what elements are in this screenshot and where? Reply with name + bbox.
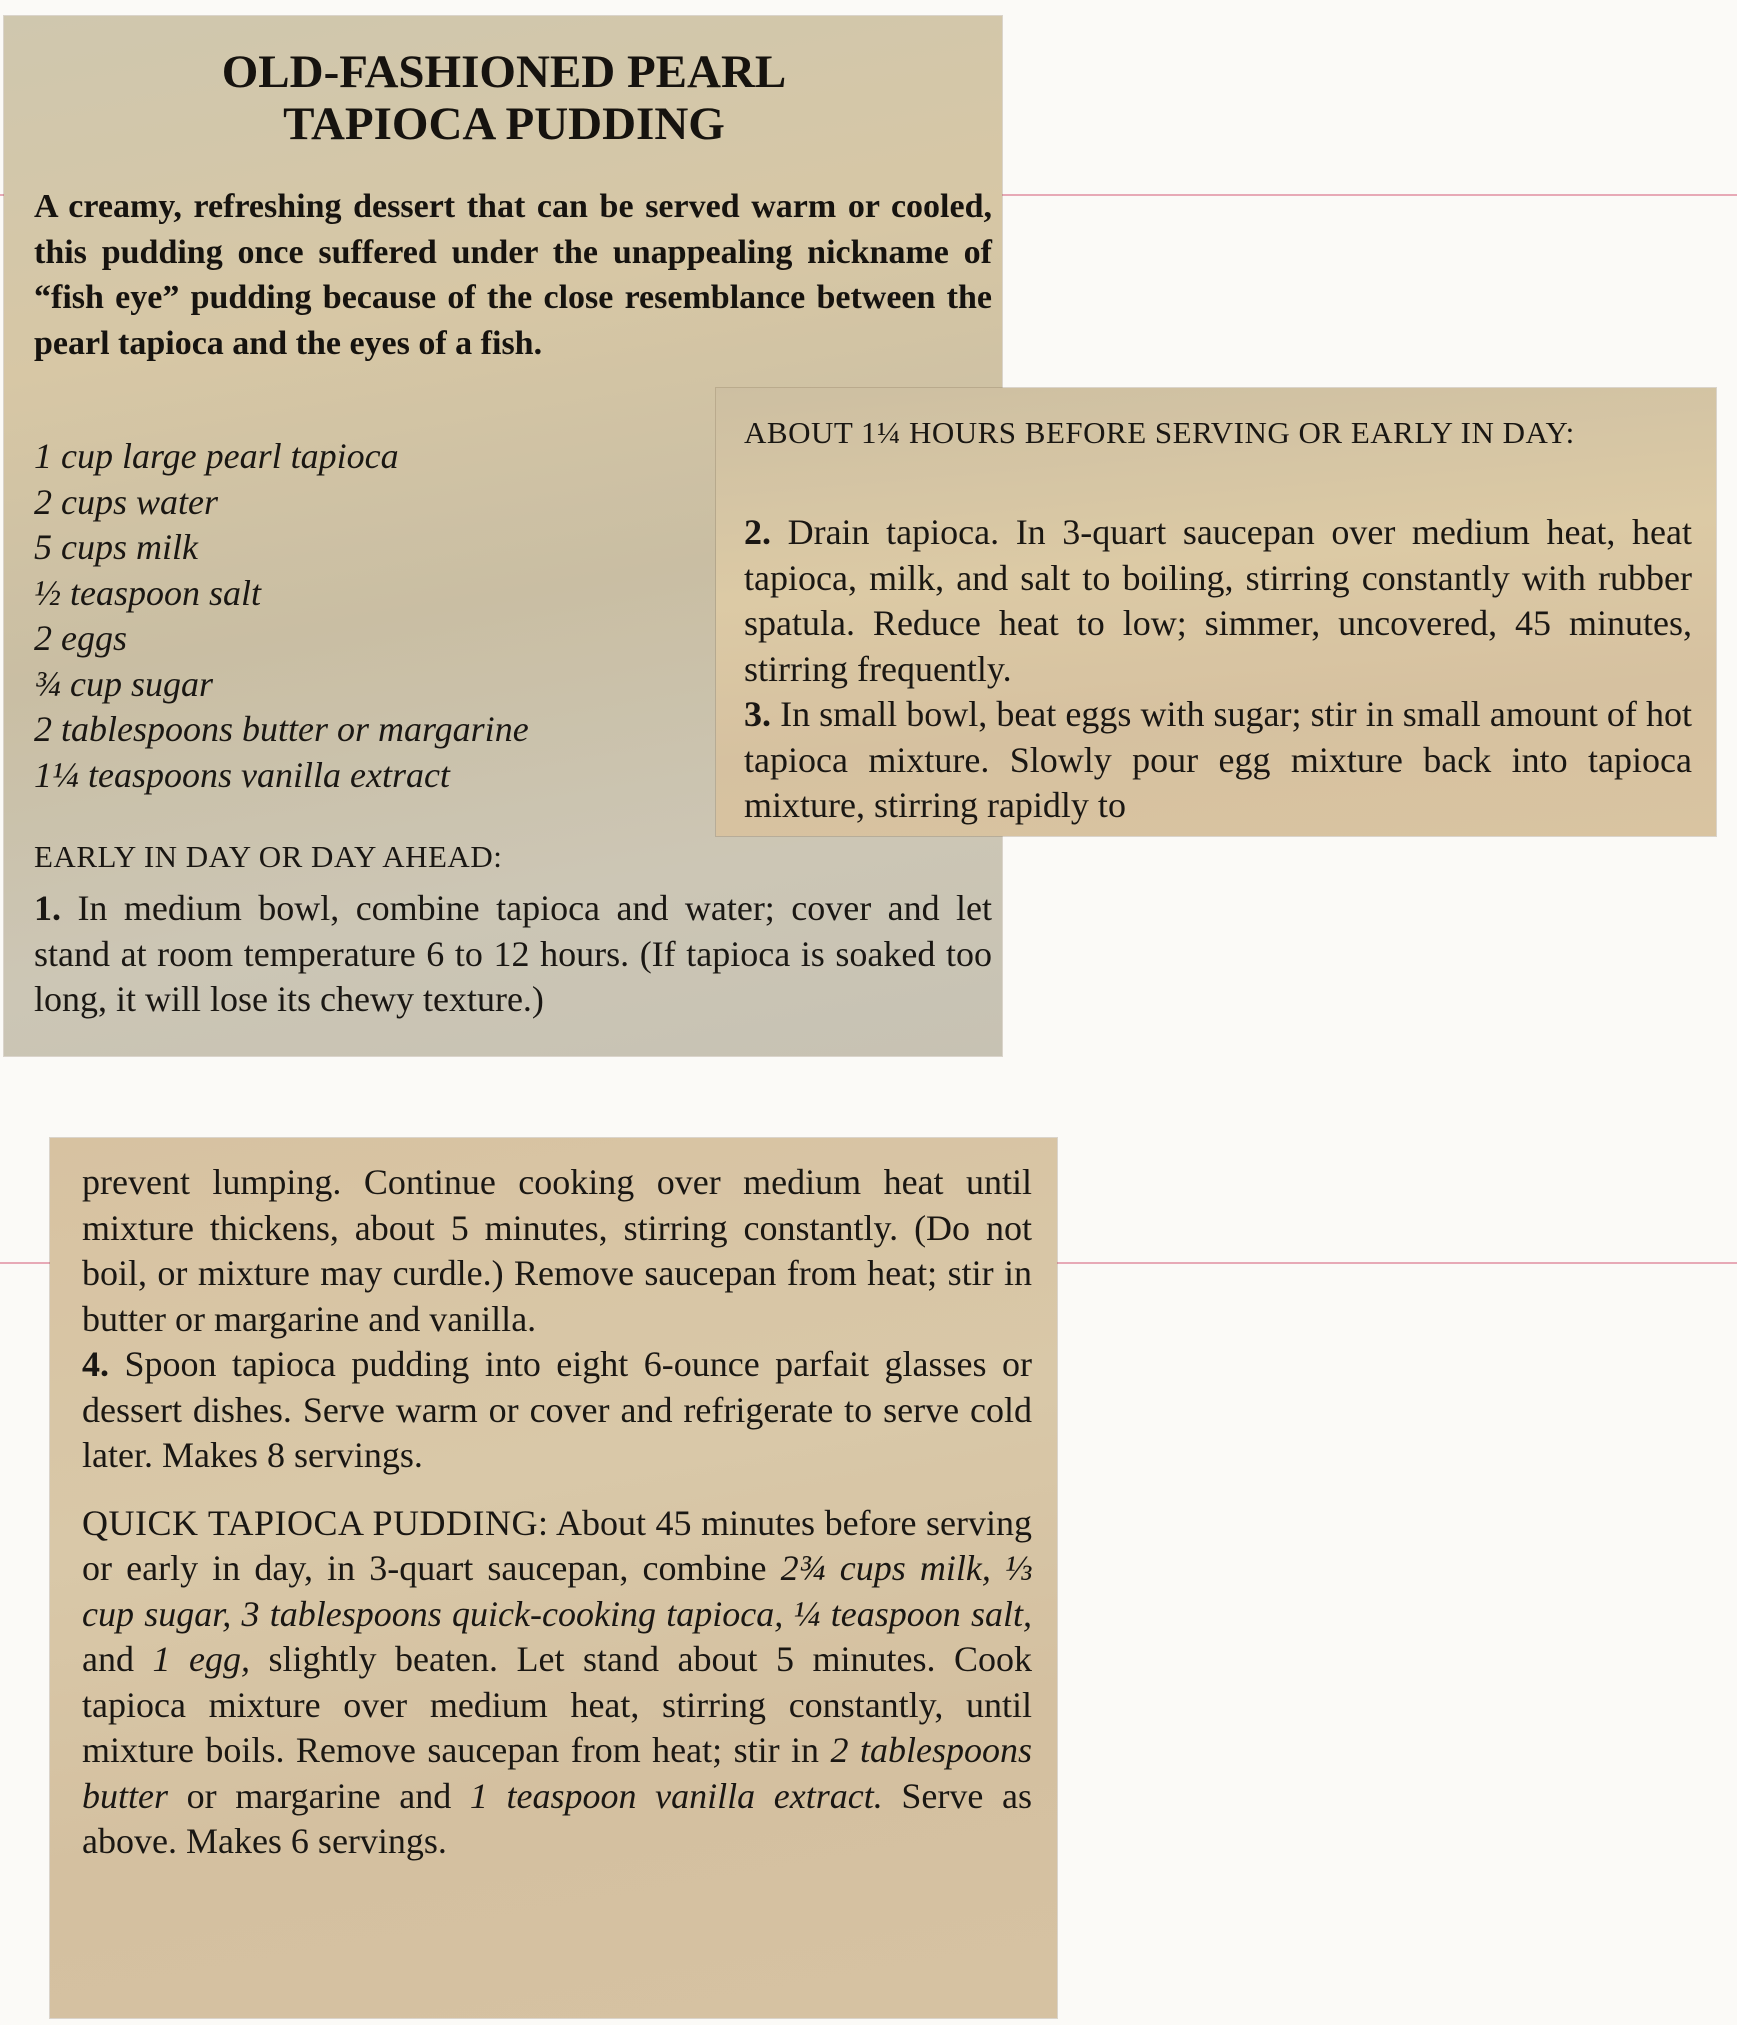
step-number: 3.: [744, 694, 771, 734]
section-heading-before-serving: ABOUT 1¼ HOURS BEFORE SERVING OR EARLY IN DAY:: [744, 415, 1575, 450]
quick-ingredients: 1 teaspoon vanilla extract.: [469, 1775, 883, 1816]
step-number: 2.: [744, 512, 771, 552]
quick-heading: QUICK TAPIOCA PUDDING:: [82, 1502, 549, 1543]
step-2: [744, 510, 1692, 692]
step-text: In medium bowl, combine tapioca and water; cover and let stand at room temperature 6 to 12 hours. (If tapioca is soaked too long, it will lose its chewy texture.): [34, 888, 992, 1019]
step-text: Spoon tapioca pudding into eight 6-ounce parfait glasses or dessert dishes. Serve warm or cover and refrigerate to serve cold later. Makes 8 servings.: [82, 1344, 1032, 1475]
quick-text: or margarine and: [186, 1775, 452, 1816]
quick-ingredients: 1 egg,: [152, 1639, 250, 1679]
ingredient-item: 2 eggs: [34, 618, 127, 658]
quick-text: About 45 minutes before serving or early in day, in 3-quart saucepan, combine: [82, 1502, 1033, 1588]
quick-ingredients: 2¾ cups milk, ⅓ cup sugar, 3 tablespoons quick-cooking tapioca, ¼ teaspoon salt,: [82, 1548, 1033, 1634]
quick-text: Serve as above. Makes 6 servings.: [82, 1775, 1033, 1861]
quick-tapioca-variation: [82, 1501, 1032, 1865]
step-1: [34, 886, 992, 1023]
ingredient-item: 5 cups milk: [34, 527, 198, 567]
title-line-2: TAPIOCA PUDDING: [283, 98, 725, 150]
step-4: [82, 1342, 1032, 1479]
step-3: [744, 692, 1692, 829]
ingredient-item: ¾ cup sugar: [34, 663, 213, 704]
ingredient-item: 2 tablespoons butter or margarine: [34, 709, 529, 749]
ingredient-item: 1¼ teaspoons vanilla extract: [34, 754, 450, 795]
clipping-continuation: [50, 1138, 1057, 2018]
step-text: In small bowl, beat eggs with sugar; stir in small amount of hot tapioca mixture. Slowly pour egg mixture back into tapioca mixture, stirring rapidly to: [744, 694, 1692, 825]
clipping-steps-2-3: [716, 388, 1716, 836]
steps-2-3: [744, 510, 1692, 829]
recipe-title: [4, 46, 1004, 150]
quick-ingredients: 2 tablespoons butter: [82, 1730, 1032, 1816]
step-number: 4.: [82, 1344, 109, 1384]
quick-text: slightly beaten. Let stand about 5 minutes. Cook tapioca mixture over medium heat, stirring constantly, until mixture boils. Remove saucepan from heat; stir in: [82, 1639, 1033, 1770]
ingredient-item: 1 cup large pearl tapioca: [34, 436, 399, 476]
continuation-body: [82, 1160, 1032, 1865]
ingredient-item: ½ teaspoon salt: [34, 572, 262, 613]
step-text: Drain tapioca. In 3-quart saucepan over medium heat, heat tapioca, milk, and salt to boiling, stirring constantly with rubber spatula. Reduce heat to low; simmer, uncovered, 45 minutes, stirring frequently.: [744, 512, 1692, 689]
title-line-1: OLD-FASHIONED PEARL: [221, 46, 787, 98]
recipe-intro: A creamy, refreshing dessert that can be served warm or cooled, this pudding once suffered under the unappealing nickname of “fish eye” pudding because of the close resemblance between the pearl tapioca and the eyes of a fish.: [34, 188, 992, 362]
quick-text: and: [82, 1639, 134, 1679]
ingredient-list: [34, 434, 714, 798]
ingredient-item: 2 cups water: [34, 481, 218, 522]
step-number: 1.: [34, 888, 61, 928]
section-heading-early: EARLY IN DAY OR DAY AHEAD:: [34, 839, 503, 874]
step-3-continued: prevent lumping. Continue cooking over medium heat until mixture thickens, about 5 minutes, stirring constantly. (Do not boil, or mixture may curdle.) Remove saucepan from heat; stir in butter or margarine and vanilla.: [82, 1162, 1032, 1339]
